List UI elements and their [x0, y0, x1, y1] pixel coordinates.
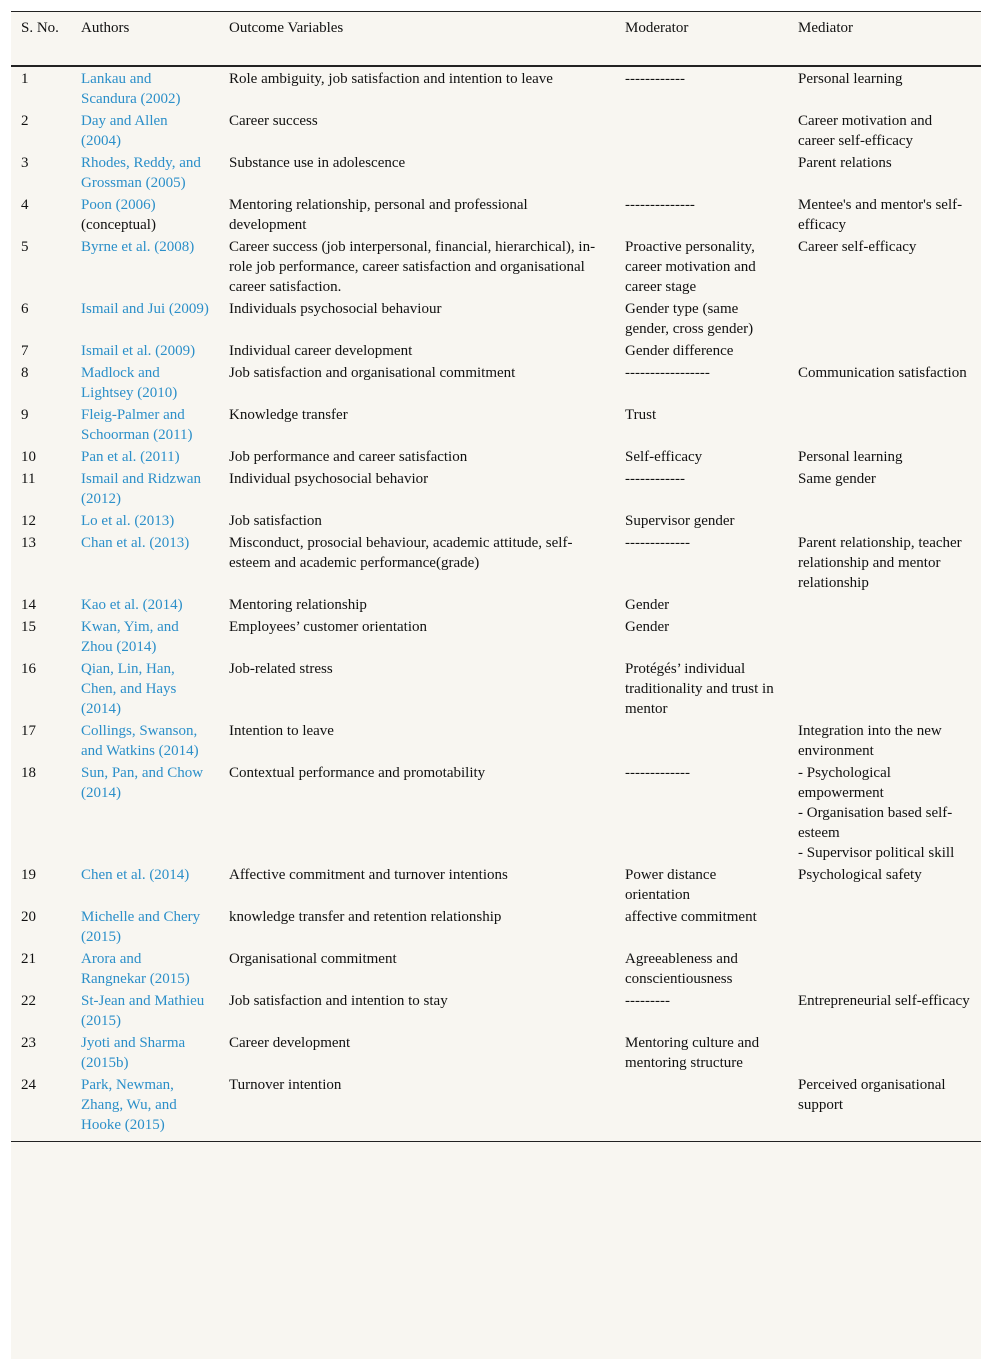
- table-row: [11, 194, 981, 236]
- moderator-cell: ------------: [625, 71, 685, 87]
- mediator-line: Career motivation and career self-efficacy: [798, 113, 933, 149]
- mediator-cell: [788, 446, 981, 468]
- mediator-line: Career self-efficacy: [798, 239, 917, 255]
- serial-number-cell: 11: [21, 471, 36, 487]
- table-row: [11, 906, 981, 948]
- serial-number-cell: 16: [21, 661, 36, 677]
- mediator-cell: [788, 762, 981, 864]
- mediator-cell: [788, 362, 981, 404]
- authors-cell: [71, 906, 219, 948]
- moderator-cell: --------------: [625, 197, 695, 213]
- mediator-cell: [788, 194, 981, 236]
- serial-number-cell: 19: [21, 867, 36, 883]
- mediator-line: Integration into the new environment: [798, 723, 942, 759]
- header-authors: Authors: [81, 20, 130, 36]
- mediator-line: Personal learning: [798, 449, 903, 465]
- outcome-variables-cell: Turnover intention: [229, 1077, 342, 1093]
- outcome-variables-cell: knowledge transfer and retention relationship: [229, 909, 502, 925]
- moderator-cell: affective commitment: [625, 909, 757, 925]
- author-citation-link[interactable]: St-Jean and Mathieu (2015): [81, 993, 205, 1029]
- moderator-cell: -------------: [625, 765, 690, 781]
- authors-cell: [71, 404, 219, 446]
- mediator-cell: [788, 110, 981, 152]
- mediator-cell: [788, 658, 981, 720]
- mediator-line: Perceived organisational support: [798, 1077, 946, 1113]
- serial-number-cell: 9: [21, 407, 29, 423]
- author-citation-link[interactable]: Ismail and Jui (2009): [81, 301, 209, 317]
- table-row: [11, 510, 981, 532]
- outcome-variables-cell: Contextual performance and promotability: [229, 765, 486, 781]
- outcome-variables-cell: Individual psychosocial behavior: [229, 471, 429, 487]
- moderator-cell: Gender difference: [625, 343, 734, 359]
- moderator-cell: Gender: [625, 597, 670, 613]
- moderator-cell: [615, 152, 788, 194]
- moderator-cell: [615, 1074, 788, 1142]
- table-row: [11, 720, 981, 762]
- table-row: [11, 1032, 981, 1074]
- mediator-line: Parent relations: [798, 155, 892, 171]
- authors-cell: [71, 340, 219, 362]
- moderator-cell: Supervisor gender: [625, 513, 735, 529]
- serial-number-cell: 10: [21, 449, 36, 465]
- authors-cell: [71, 298, 219, 340]
- outcome-variables-cell: Job satisfaction: [229, 513, 322, 529]
- mediator-cell: [788, 864, 981, 906]
- header-moderator: Moderator: [625, 20, 689, 36]
- mediator-cell: [788, 616, 981, 658]
- author-citation-link[interactable]: Michelle and Chery (2015): [81, 909, 201, 945]
- outcome-variables-cell: Individual career development: [229, 343, 413, 359]
- mediator-line: Psychological safety: [798, 867, 922, 883]
- table-row: [11, 446, 981, 468]
- table-row: [11, 658, 981, 720]
- mediator-line: Parent relationship, teacher relationship and mentor relationship: [798, 535, 962, 591]
- outcome-variables-cell: Career development: [229, 1035, 351, 1051]
- moderator-cell: Agreeableness and conscientiousness: [625, 951, 738, 987]
- authors-cell: [71, 510, 219, 532]
- author-citation-link[interactable]: Madlock and Lightsey (2010): [81, 365, 178, 401]
- serial-number-cell: 24: [21, 1077, 36, 1093]
- table-row: [11, 616, 981, 658]
- author-citation-link[interactable]: Collings, Swanson, and Watkins (2014): [81, 723, 199, 759]
- authors-cell: [71, 446, 219, 468]
- mediator-cell: [788, 468, 981, 510]
- serial-number-cell: 22: [21, 993, 36, 1009]
- table-row: [11, 1074, 981, 1142]
- author-citation-link[interactable]: Day and Allen (2004): [81, 113, 168, 149]
- table-row: [11, 948, 981, 990]
- moderator-cell: Gender: [625, 619, 670, 635]
- mediator-cell: [788, 340, 981, 362]
- mediator-line: - Organisation based self-esteem: [798, 805, 953, 841]
- table-row: [11, 152, 981, 194]
- author-citation-link[interactable]: Jyoti and Sharma (2015b): [81, 1035, 186, 1071]
- serial-number-cell: 18: [21, 765, 36, 781]
- authors-cell: [71, 948, 219, 990]
- serial-number-cell: 1: [21, 71, 29, 87]
- author-citation-link[interactable]: Kao et al. (2014): [81, 597, 183, 613]
- author-citation-link[interactable]: Qian, Lin, Han, Chen, and Hays (2014): [81, 661, 177, 717]
- moderator-cell: [615, 110, 788, 152]
- outcome-variables-cell: Substance use in adolescence: [229, 155, 406, 171]
- mediator-line: Communication satisfaction: [798, 365, 967, 381]
- serial-number-cell: 23: [21, 1035, 36, 1051]
- serial-number-cell: 13: [21, 535, 36, 551]
- authors-cell: [71, 594, 219, 616]
- table-row: [11, 298, 981, 340]
- header-outcome-variables: Outcome Variables: [229, 20, 344, 36]
- header-row: [11, 12, 981, 67]
- table-panel: [11, 11, 981, 1359]
- authors-cell: [71, 1032, 219, 1074]
- serial-number-cell: 3: [21, 155, 29, 171]
- author-citation-link[interactable]: Chan et al. (2013): [81, 535, 190, 551]
- mediator-line: Same gender: [798, 471, 876, 487]
- serial-number-cell: 12: [21, 513, 36, 529]
- authors-cell: [71, 66, 219, 110]
- author-citation-link[interactable]: Ismail et al. (2009): [81, 343, 196, 359]
- mediator-cell: [788, 1032, 981, 1074]
- table-row: [11, 362, 981, 404]
- authors-cell: [71, 762, 219, 864]
- outcome-variables-cell: Organisational commitment: [229, 951, 397, 967]
- mediator-cell: [788, 404, 981, 446]
- mediator-cell: [788, 236, 981, 298]
- outcome-variables-cell: Job satisfaction and organisational commitment: [229, 365, 516, 381]
- mediator-cell: [788, 906, 981, 948]
- authors-cell: [71, 468, 219, 510]
- moderator-cell: ---------: [625, 993, 670, 1009]
- table-row: [11, 532, 981, 594]
- authors-cell: [71, 532, 219, 594]
- authors-cell: [71, 864, 219, 906]
- moderator-cell: Protégés’ individual traditionality and trust in mentor: [625, 661, 774, 717]
- author-citation-link[interactable]: Byrne et al. (2008): [81, 239, 195, 255]
- authors-cell: [71, 720, 219, 762]
- mediator-cell: [788, 594, 981, 616]
- table-row: [11, 594, 981, 616]
- serial-number-cell: 6: [21, 301, 29, 317]
- authors-cell: [71, 152, 219, 194]
- moderator-cell: Gender type (same gender, cross gender): [625, 301, 754, 337]
- author-note: (conceptual): [81, 217, 156, 233]
- table-row: [11, 990, 981, 1032]
- outcome-variables-cell: Career success (job interpersonal, financial, hierarchical), in-role job performance, career satisfaction and organisational career satisfaction.: [229, 239, 596, 295]
- serial-number-cell: 17: [21, 723, 36, 739]
- mediator-line: - Supervisor political skill: [798, 845, 955, 861]
- moderator-cell: Proactive personality, career motivation and career stage: [625, 239, 756, 295]
- author-citation-link[interactable]: Kwan, Yim, and Zhou (2014): [81, 619, 179, 655]
- authors-cell: [71, 236, 219, 298]
- authors-cell: [71, 990, 219, 1032]
- mediator-cell: [788, 152, 981, 194]
- outcome-variables-cell: Role ambiguity, job satisfaction and intention to leave: [229, 71, 553, 87]
- moderator-cell: -----------------: [625, 365, 710, 381]
- serial-number-cell: 2: [21, 113, 29, 129]
- authors-cell: [71, 616, 219, 658]
- mediator-cell: [788, 298, 981, 340]
- mediator-cell: [788, 532, 981, 594]
- header-mediator: Mediator: [798, 20, 853, 36]
- outcome-variables-cell: Job-related stress: [229, 661, 333, 677]
- author-citation-link[interactable]: Pan et al. (2011): [81, 449, 180, 465]
- author-citation-link[interactable]: Lankau and Scandura (2002): [81, 71, 181, 107]
- mediator-cell: [788, 510, 981, 532]
- header-serial-number: S. No.: [21, 20, 59, 36]
- mediator-cell: [788, 66, 981, 110]
- outcome-variables-cell: Affective commitment and turnover intentions: [229, 867, 508, 883]
- mediator-line: Mentee's and mentor's self-efficacy: [798, 197, 963, 233]
- table-row: [11, 864, 981, 906]
- author-citation-link[interactable]: Lo et al. (2013): [81, 513, 175, 529]
- serial-number-cell: 4: [21, 197, 29, 213]
- outcome-variables-cell: Career success: [229, 113, 318, 129]
- author-citation-link[interactable]: Chen et al. (2014): [81, 867, 190, 883]
- mediator-line: Entrepreneurial self-efficacy: [798, 993, 970, 1009]
- author-citation-link[interactable]: Rhodes, Reddy, and Grossman (2005): [81, 155, 201, 191]
- outcome-variables-cell: Mentoring relationship: [229, 597, 367, 613]
- outcome-variables-cell: Misconduct, prosocial behaviour, academic attitude, self-esteem and academic performance(grade): [229, 535, 573, 571]
- outcome-variables-cell: Intention to leave: [229, 723, 334, 739]
- moderator-cell: Trust: [625, 407, 657, 423]
- moderator-cell: [615, 720, 788, 762]
- author-citation-link[interactable]: Arora and Rangnekar (2015): [81, 951, 190, 987]
- serial-number-cell: 5: [21, 239, 29, 255]
- authors-cell: [71, 362, 219, 404]
- mediator-cell: [788, 1074, 981, 1142]
- mediator-cell: [788, 720, 981, 762]
- outcome-variables-cell: Individuals psychosocial behaviour: [229, 301, 442, 317]
- author-citation-link[interactable]: Ismail and Ridzwan (2012): [81, 471, 201, 507]
- outcome-variables-cell: Knowledge transfer: [229, 407, 348, 423]
- outcome-variables-cell: Job satisfaction and intention to stay: [229, 993, 448, 1009]
- serial-number-cell: 14: [21, 597, 36, 613]
- table-header: [11, 12, 981, 67]
- moderator-cell: -------------: [625, 535, 690, 551]
- moderator-cell: Mentoring culture and mentoring structure: [625, 1035, 760, 1071]
- author-citation-link[interactable]: Fleig-Palmer and Schoorman (2011): [81, 407, 193, 443]
- mediator-line: - Psychological empowerment: [798, 765, 891, 801]
- table-row: [11, 468, 981, 510]
- outcome-variables-cell: Job performance and career satisfaction: [229, 449, 468, 465]
- table-row: [11, 110, 981, 152]
- serial-number-cell: 8: [21, 365, 29, 381]
- outcome-variables-cell: Mentoring relationship, personal and professional development: [229, 197, 528, 233]
- mentoring-studies-table: [11, 11, 981, 1142]
- table-row: [11, 404, 981, 446]
- moderator-cell: Power distance orientation: [625, 867, 717, 903]
- table-row: [11, 236, 981, 298]
- mediator-cell: [788, 990, 981, 1032]
- authors-cell: [71, 658, 219, 720]
- table-row: [11, 66, 981, 110]
- mediator-cell: [788, 948, 981, 990]
- outcome-variables-cell: Employees’ customer orientation: [229, 619, 427, 635]
- moderator-cell: Self-efficacy: [625, 449, 703, 465]
- table-row: [11, 340, 981, 362]
- authors-cell: [71, 194, 219, 236]
- author-citation-link[interactable]: Park, Newman, Zhang, Wu, and Hooke (2015): [81, 1077, 177, 1133]
- moderator-cell: ------------: [625, 471, 685, 487]
- serial-number-cell: 15: [21, 619, 36, 635]
- authors-cell: [71, 1074, 219, 1142]
- author-citation-link[interactable]: Sun, Pan, and Chow (2014): [81, 765, 204, 801]
- mediator-line: Personal learning: [798, 71, 903, 87]
- serial-number-cell: 20: [21, 909, 36, 925]
- serial-number-cell: 7: [21, 343, 29, 359]
- table-body: [11, 66, 981, 1142]
- table-row: [11, 762, 981, 864]
- serial-number-cell: 21: [21, 951, 36, 967]
- author-citation-link[interactable]: Poon (2006): [81, 197, 156, 213]
- authors-cell: [71, 110, 219, 152]
